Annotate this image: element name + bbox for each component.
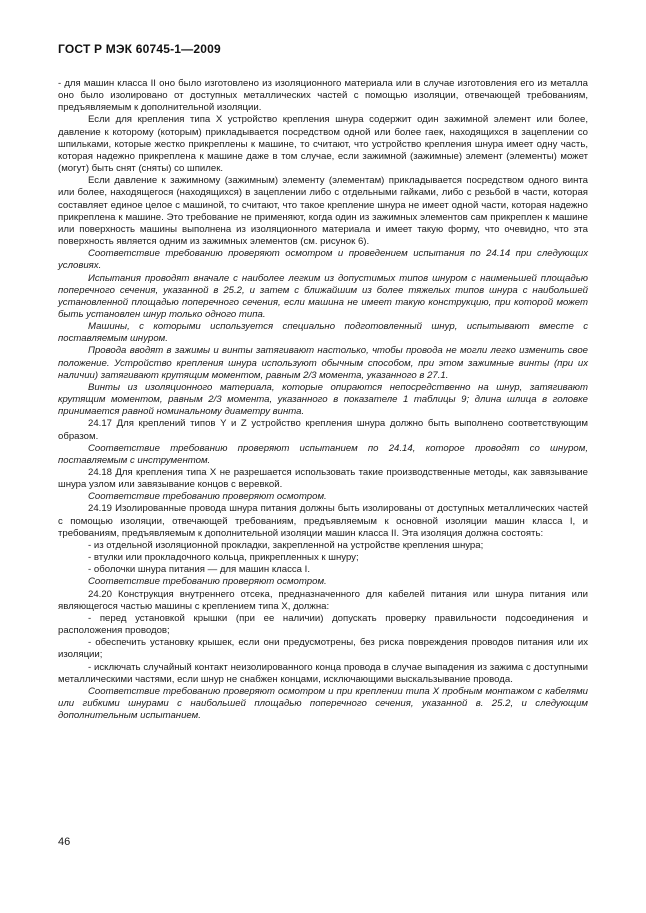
paragraph: Соответствие требованию проверяют осмотром и проведением испытания по 24.14 при следующих условиях.: [58, 248, 588, 272]
list-item: - втулки или прокладочного кольца, прикрепленных к шнуру;: [88, 552, 359, 564]
paragraph: 24.20 Конструкция внутреннего отсека, предназначенного для кабелей питания или шнура питания или являющегося частью машины с креплением типа Х, должна:: [58, 588, 588, 612]
paragraph: Соответствие требованию проверяют осмотром и при креплении типа Х пробным монтажом с кабелями или гибкими шнурами с наибольшей площадью поперечного сечения, указанной в. 25.2, и следующим дополнительным испытанием.: [58, 685, 588, 722]
paragraph: Машины, с которыми используется специально подготовленный шнур, испытывают вместе с поставляемым шнуром.: [58, 321, 588, 345]
paragraph: Соответствие требованию проверяют испытанием по 24.14, которое проводят со шнуром, поставляемым с инструментом.: [58, 442, 588, 466]
paragraph: Испытания проводят вначале с наиболее легким из допустимых типов шнуром с наименьшей площадью поперечного сечения, указанной в 25.2, и затем с ближайшим из более тяжелых типов шнура с наибольшей установленной площадью поперечного сечения, если машина не имеет такую конструкцию, при которой может быть установлен шнур только одного типа.: [58, 272, 588, 320]
page-number: 46: [58, 836, 71, 848]
paragraph: Винты из изоляционного материала, которые опираются непосредственно на шнур, затягивают крутящим моментом, равным 2/3 момента, указанного в показателе 1 таблицы 9; длина шлица в головке принимается равной номинальному диаметру винта.: [58, 381, 588, 418]
list-item: - оболочки шнура питания — для машин класса I.: [88, 564, 311, 576]
paragraph: 24.19 Изолированные провода шнура питания должны быть изолированы от доступных металлических частей с помощью изоляции, отвечающей требованиям, предъявляемым к основной изоляции машин класса I, и требованиям, предъявляемым к дополнительной изоляции машин класса II. Эта изоляция должна состоять:: [58, 503, 588, 539]
list-item: - исключать случайный контакт неизолированного конца провода в случае выпадения из зажима с доступными металлическими частями, если шнур не снабжен концами, исключающими выскальзывание провода.: [58, 661, 588, 685]
paragraph: Провода вводят в зажимы и винты затягивают настолько, чтобы провода не могли легко изменить свое положение. Устройство крепления шнура используют обычным способом, при этом зажимные винты (при их наличии) затягивают крутящим моментом, равным 2/3 момента, указанного в 27.1.: [58, 345, 588, 381]
list-item: - перед установкой крышки (при ее наличии) допускать проверку правильности подсоединения и расположения проводов;: [58, 612, 588, 637]
paragraph: 24.17 Для креплений типов Y и Z устройство крепления шнура должно быть выполнено соответствующим образом.: [58, 418, 588, 442]
paragraph: Если для крепления типа Х устройство крепления шнура содержит один зажимной элемент или более, давление к которому (которым) прикладывается посредством одной или более гаек, находящихся в зацеплении со шпильками, которые жестко прикреплены к машине, то считают, что устройство крепления шнура имеет одну часть, которая надежно прикреплена к машине даже в том случае, если зажимной (зажимные) элемент (элементы) может (могут) быть снят (сняты) со шпилек.: [58, 114, 588, 175]
paragraph: Соответствие требованию проверяют осмотром.: [88, 576, 327, 588]
paragraph: - для машин класса II оно было изготовлено из изоляционного материала или в случае изготовления его из металла оно было изолировано от доступных металлических частей с помощью изоляции, отвечающей требованиям, предъявляемым к дополнительной изоляции.: [58, 78, 588, 114]
paragraph: Соответствие требованию проверяют осмотром.: [88, 491, 327, 503]
paragraph: Если давление к зажимному (зажимным) элементу (элементам) прикладывается посредством одного винта или более, находящегося (находящихся) в зацеплении либо с отдельными гайками, либо с резьбой в части, которая составляет единое целое с машиной, то считают, что такое крепление шнура не имеет одной части, которая надежно прикреплена к машине. Это требование не применяют, когда один из зажимных элементов сам прикреплен к машине или поверхность машины выполнена из изоляционного материала и имеет такую форму, что очевидно, что эта поверхность является одним из зажимных элементов (см. рисунок 6).: [58, 175, 588, 248]
body-text: [58, 78, 588, 722]
page-header-title: ГОСТ Р МЭК 60745-1—2009: [58, 42, 221, 56]
list-item: - из отдельной изоляционной прокладки, закрепленной на устройстве крепления шнура;: [88, 539, 484, 551]
paragraph: 24.18 Для крепления типа Х не разрешается использовать такие производственные методы, как завязывание шнура узлом или завязывание концов с веревкой.: [58, 467, 588, 491]
list-item: - обеспечить установку крышек, если они предусмотрены, без риска повреждения проводов питания или их изоляции;: [58, 637, 588, 661]
